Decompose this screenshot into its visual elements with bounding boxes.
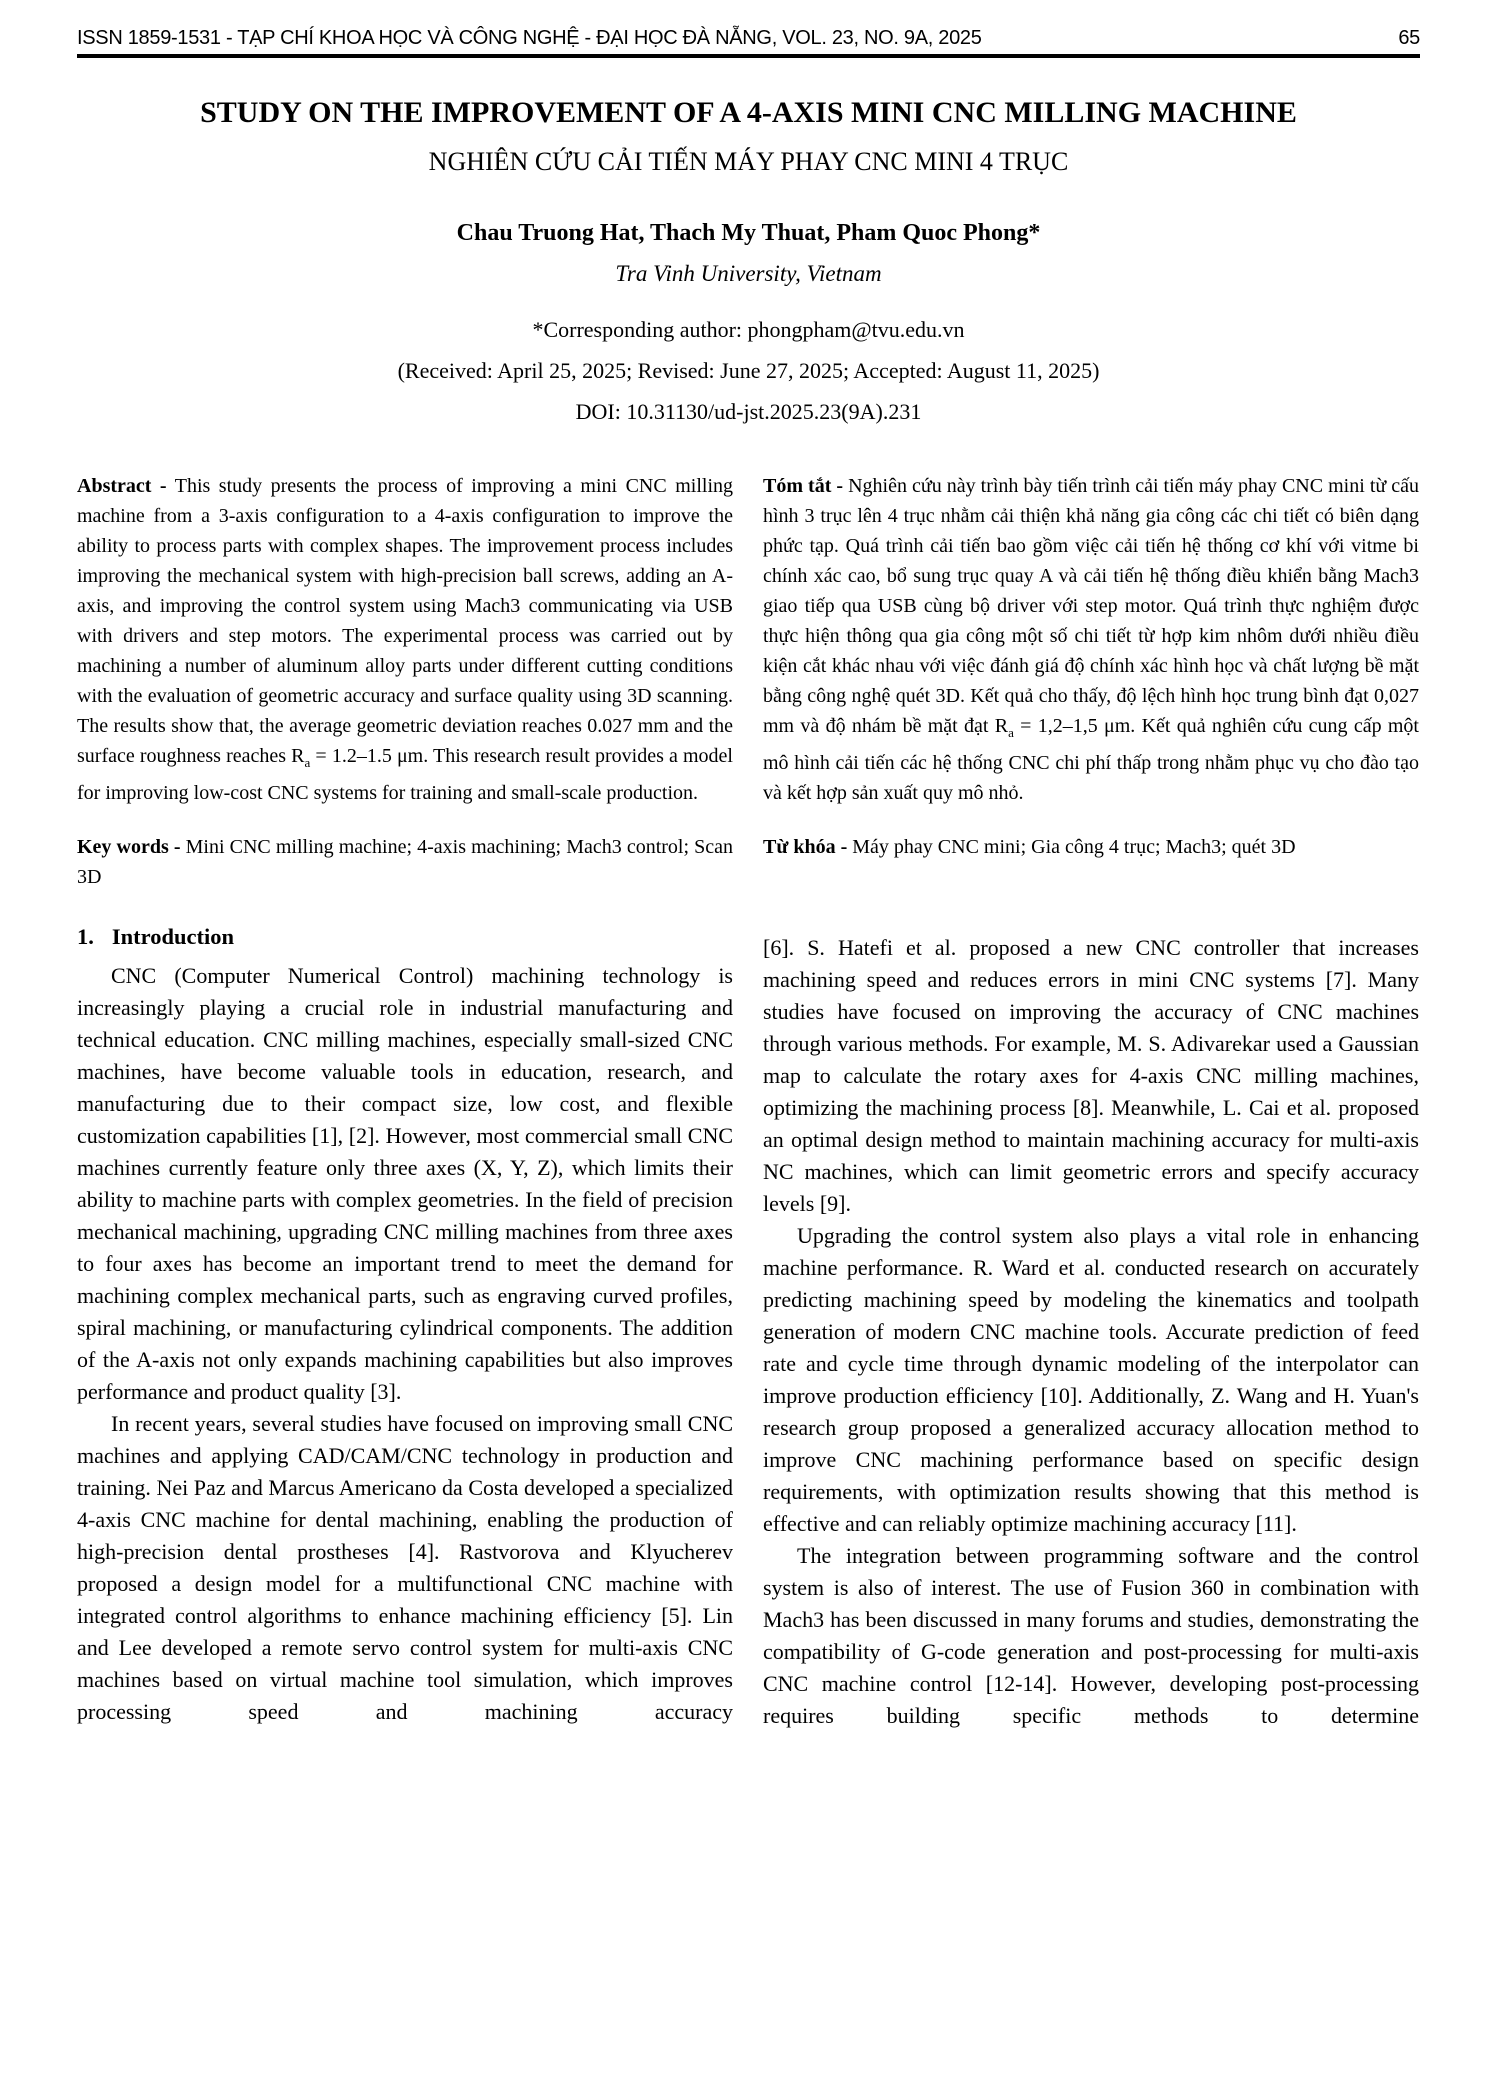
intro-paragraph-4: Upgrading the control system also plays a vital role in enhancing machine performance. R. Ward et al. conducted research on accurately predicting machining speed by modeling the kinematics and toolpath generation of modern CNC machine tools. Accurate prediction of feed rate and cycle time through dynamic modeling of the interpolator can improve production efficiency [10]. Additionally, Z. Wang and H. Yuan's research group proposed a generalized accuracy allocation method to improve CNC machining performance based on specific design requirements, with optimization results showing that this method is effective and can reliably optimize machining accuracy [11].: [763, 1223, 1419, 1537]
left-column: [77, 471, 733, 1732]
two-column-body: [77, 471, 1420, 1732]
tukhoa-label: Từ khóa -: [763, 836, 848, 859]
author-affiliation: Tra Vinh University, Vietnam: [615, 261, 882, 287]
received-revised-accepted-line: (Received: April 25, 2025; Revised: June 27, 2025; Accepted: August 11, 2025): [397, 358, 1100, 384]
abstract-english: Abstract - This study presents the process of improving a mini CNC milling machine from a 3-axis configuration to a 4-axis configuration to improve the ability to process parts with complex shapes. The improvement process includes improving the mechanical system with high-precision ball screws, adding an A-axis, and improving the control system using Mach3 communicating via USB with drivers and step motors. The experimental process was carried out by machining a number of aluminum alloy parts under different cutting conditions with the evaluation of geometric accuracy and surface quality using 3D scanning. The results show that, the average geometric deviation reaches 0.027 mm and the surface roughness reaches $R_a = 1.2-1.5$ μm. This research result provides a model for improving low-cost CNC systems for training and small-scale production.: [77, 475, 733, 805]
subscript-a: a: [1008, 725, 1014, 741]
section-heading-introduction: [77, 924, 733, 950]
tomtat-label: Tóm tắt -: [763, 475, 844, 498]
intro-paragraph-3: [6]. S. Hatefi et al. proposed a new CNC controller that increases machining speed and reduces errors in mini CNC systems [7]. Many studies have focused on improving the accuracy of CNC machines through various methods. For example, M. S. Adivarekar used a Gaussian map to calculate the rotary axes for 4-axis CNC milling machines, optimizing the machining process [8]. Meanwhile, L. Cai et al. proposed an optimal design method to maintain machining accuracy for multi-axis NC machines, which can limit geometric errors and specify accuracy levels [9].: [763, 935, 1419, 1217]
paper-title-english: STUDY ON THE IMPROVEMENT OF A 4-AXIS MINI CNC MILLING MACHINE: [200, 96, 1297, 129]
author-names: Chau Truong Hat, Thach My Thuat, Pham Quoc Phong*: [456, 220, 1041, 247]
section-title: Introduction: [111, 924, 234, 950]
keywords-english: Key words - Mini CNC milling machine; 4-axis machining; Mach3 control; Scan 3D: [77, 836, 734, 889]
keywords-label: Key words -: [77, 836, 181, 859]
journal-issn-line: ISSN 1859-1531 - TẠP CHÍ KHOA HỌC VÀ CÔNG NGHỆ - ĐẠI HỌC ĐÀ NẴNG, VOL. 23, NO. 9A, 2025: [77, 27, 982, 49]
abstract-vietnamese: Tóm tắt - Nghiên cứu này trình bày tiến trình cải tiến máy phay CNC mini từ cấu hình 3 trục lên 4 trục nhằm cải thiện khả năng gia công các chi tiết có biên dạng phức tạp. Quá trình cải tiến bao gồm việc cải tiến hệ thống cơ khí với vitme bi chính xác cao, bổ sung trục quay A và cải tiến hệ thống điều khiển bằng Mach3 giao tiếp qua USB cùng bộ driver với step motor. Quá trình thực nghiệm được thực hiện thông qua gia công một số chi tiết từ hợp kim nhôm dưới nhiều điều kiện cắt khác nhau với việc đánh giá độ chính xác hình học và chất lượng bề mặt bằng công nghệ quét 3D. Kết quả cho thấy, độ lệch hình học trung bình đạt 0,027 mm và độ nhám bề mặt đạt $R_a = 1,2-1,5$ μm. Kết quả nghiên cứu cung cấp một mô hình cải tiến các hệ thống CNC chi phí thấp trong nhằm phục vụ cho đào tạo và kết hợp sản xuất quy mô nhỏ.: [763, 475, 1419, 805]
intro-paragraph-2: In recent years, several studies have focused on improving small CNC machines and applying CAD/CAM/CNC technology in production and training. Nei Paz and Marcus Americano da Costa developed a specialized 4-axis CNC machine for dental machining, enabling the production of high-precision dental prostheses [4]. Rastvorova and Klyucherev proposed a design model for a multifunctional CNC machine with integrated control algorithms to enhance machining efficiency [5]. Lin and Lee developed a remote servo control system for multi-axis CNC machines based on virtual machine tool simulation, which improves processing speed and machining accuracy: [77, 1411, 733, 1725]
section-number: 1.: [77, 924, 94, 950]
corresponding-author-line: *Corresponding author: phongpham@tvu.edu.vn: [532, 317, 965, 343]
subscript-a: a: [304, 755, 311, 771]
right-column: [763, 471, 1419, 1732]
header-rule: [77, 54, 1420, 58]
page-number: 65: [1398, 27, 1420, 49]
intro-paragraph-5: The integration between programming software and the control system is also of interest. The use of Fusion 360 in combination with Mach3 has been discussed in many forums and studies, demonstrating the compatibility of G-code generation and post-processing for multi-axis CNC machine control [12-14]. However, developing post-processing requires building specific methods to determine: [763, 1543, 1419, 1729]
intro-paragraph-1: CNC (Computer Numerical Control) machining technology is increasingly playing a crucial role in industrial manufacturing and technical education. CNC milling machines, especially small-sized CNC machines, have become valuable tools in education, research, and manufacturing due to their compact size, low cost, and flexible customization capabilities [1], [2]. However, most commercial small CNC machines currently feature only three axes (X, Y, Z), which limits their ability to machine parts with complex geometries. In the field of precision mechanical machining, upgrading CNC milling machines from three axes to four axes has become an important trend to meet the demand for machining complex mechanical parts, such as engraving curved profiles, spiral machining, or manufacturing cylindrical components. The addition of the A-axis not only expands machining capabilities but also improves performance and product quality [3].: [77, 963, 733, 1405]
abstract-label: Abstract -: [77, 475, 167, 498]
doi-line: DOI: 10.31130/ud-jst.2025.23(9A).231: [575, 399, 922, 425]
running-head: [77, 26, 1420, 50]
keywords-vietnamese: Từ khóa - Máy phay CNC mini; Gia công 4 trục; Mach3; quét 3D: [763, 836, 1296, 859]
paper-title-vietnamese: NGHIÊN CỨU CẢI TIẾN MÁY PHAY CNC MINI 4 TRỤC: [428, 146, 1069, 176]
